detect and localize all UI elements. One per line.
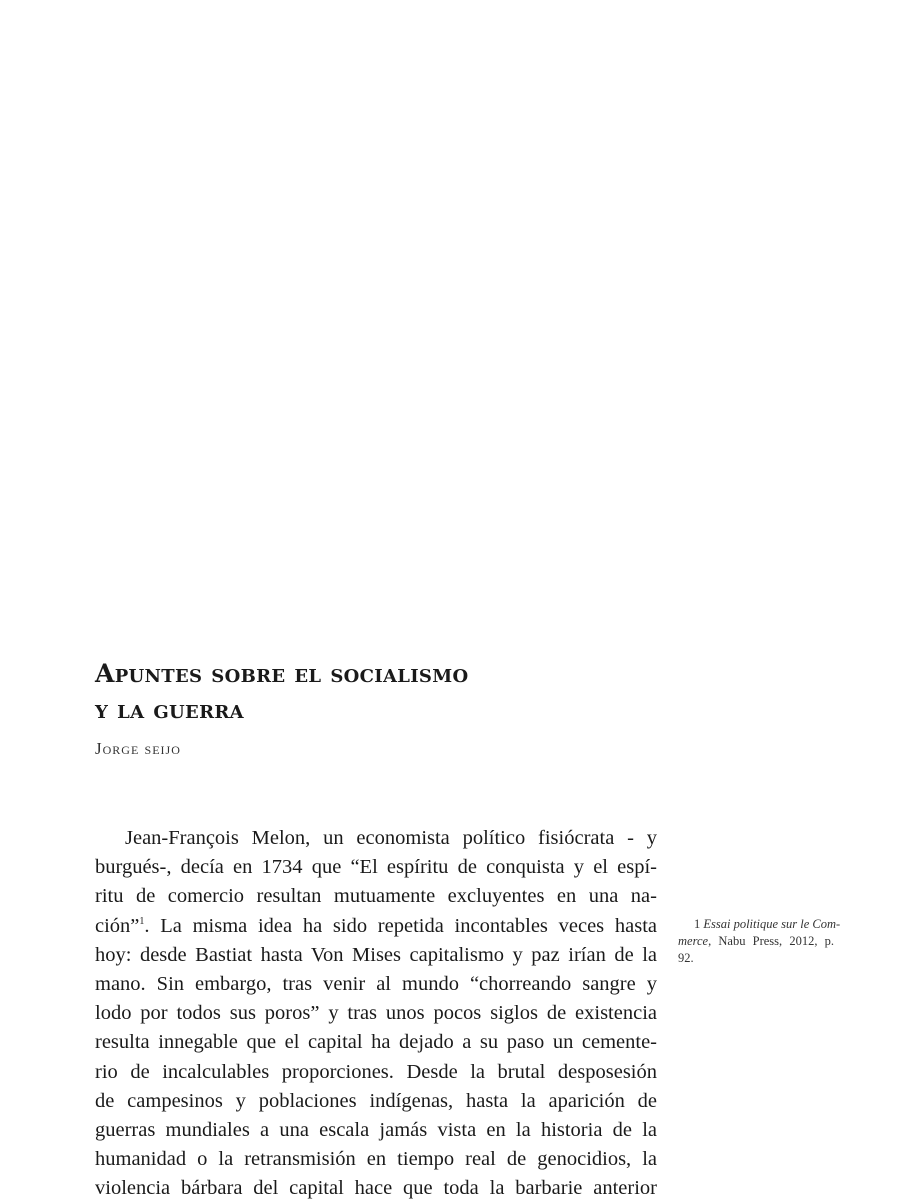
body-line: mano. Sin embargo, tras venir al mundo “chorreando sangre y <box>95 972 657 995</box>
footnote-line-1 <box>678 916 841 933</box>
body-line: violencia bárbara del capital hace que toda la barbarie anterior <box>95 1177 657 1200</box>
body-line: hoy: desde Bastiat hasta Von Mises capitalismo y paz irían de la <box>95 943 657 966</box>
article-title-line-1: Apuntes sobre el socialismo <box>95 659 469 688</box>
article-title-line-2: y la guerra <box>95 695 244 724</box>
footnote-reference[interactable]: 1 <box>139 915 145 927</box>
body-line: burgués-, decía en 1734 que “El espíritu de conquista y el espí- <box>95 856 657 879</box>
body-line-start: ción” <box>95 914 140 937</box>
footnote-number: 1 <box>694 917 701 931</box>
body-line-with-footnote-ref <box>95 912 657 941</box>
footnote-work-title: Essai politique sur le Com- <box>703 917 841 931</box>
body-line: de campesinos y poblaciones indígenas, hasta la aparición de <box>95 1089 657 1112</box>
body-line: Jean-François Melon, un economista político fisiócrata - y <box>125 827 657 849</box>
footnote-work-title-end: merce <box>678 934 709 948</box>
article-title <box>95 656 655 728</box>
article-author: Jorge seijo <box>95 739 181 758</box>
footnote-publisher: , Nabu Press, 2012, p. <box>708 934 834 948</box>
footnote <box>678 916 841 967</box>
body-paragraph <box>95 824 657 1203</box>
footnote-line-2 <box>678 933 834 950</box>
body-line: rio de incalculables proporciones. Desde la brutal desposesión <box>95 1060 657 1083</box>
body-line-end: . La misma idea ha sido repetida incontables veces hasta <box>144 914 657 937</box>
footnote-line-3: 92. <box>678 951 694 965</box>
body-line: humanidad o la retransmisión en tiempo real de genocidios, la <box>95 1148 657 1171</box>
body-line: guerras mundiales a una escala jamás vista en la historia de la <box>95 1118 657 1141</box>
body-line: lodo por todos sus poros” y tras unos pocos siglos de existencia <box>95 1002 657 1025</box>
body-line: resulta innegable que el capital ha dejado a su paso un cemente- <box>95 1031 657 1054</box>
body-line: ritu de comercio resultan mutuamente excluyentes en una na- <box>95 885 657 908</box>
